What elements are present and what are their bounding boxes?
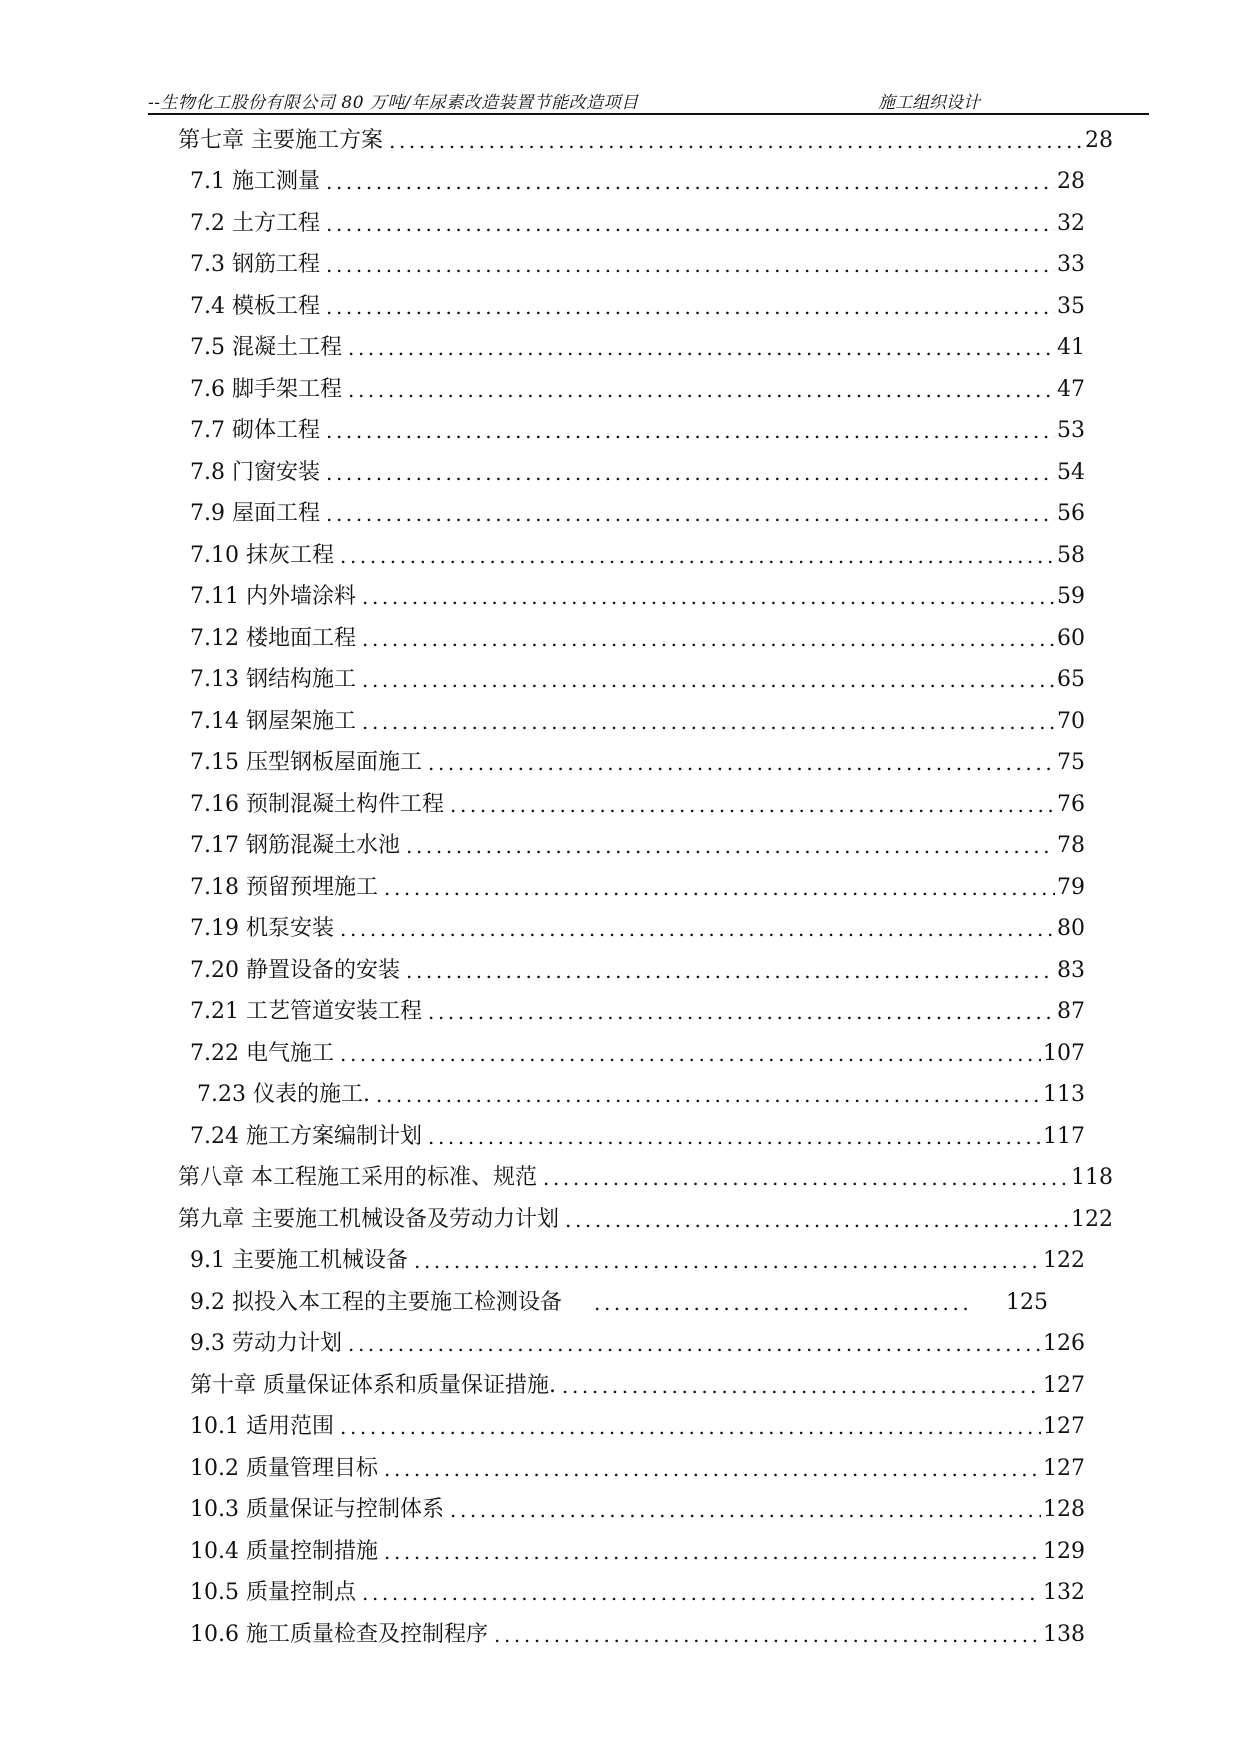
toc-entry-title: 7.23 仪表的施工.	[197, 1082, 370, 1107]
toc-entry[interactable]	[190, 290, 1085, 324]
dot-leader	[384, 1452, 1041, 1486]
toc-entry[interactable]	[190, 373, 1085, 407]
toc-entry-page: 28	[1057, 169, 1085, 194]
toc-entry-title: 7.22 电气施工	[190, 1041, 334, 1066]
toc-entry[interactable]	[190, 788, 1085, 822]
toc-entry-page: 138	[1043, 1622, 1085, 1647]
toc-entry[interactable]	[190, 912, 1085, 946]
toc-entry[interactable]	[190, 497, 1085, 531]
toc-entry[interactable]	[190, 414, 1085, 448]
toc-entry[interactable]	[190, 1120, 1085, 1154]
toc-entry-page: 127	[1043, 1414, 1085, 1439]
toc-entry-title: 7.3 钢筋工程	[190, 252, 320, 277]
toc-entry-title: 7.16 预制混凝土构件工程	[190, 792, 444, 817]
dot-leader	[348, 331, 1055, 365]
dot-leader	[450, 788, 1055, 822]
toc-entry-page: 122	[1043, 1248, 1085, 1273]
page-header	[148, 80, 1148, 113]
toc-entry-title: 7.19 机泵安装	[190, 916, 334, 941]
dot-leader	[450, 1493, 1041, 1527]
toc-entry-page: 122	[1071, 1207, 1113, 1232]
toc-entry-title: 7.11 内外墙涂料	[190, 584, 356, 609]
dot-leader	[340, 1410, 1041, 1444]
dot-leader	[348, 1327, 1041, 1361]
toc-entry-page: 127	[1043, 1456, 1085, 1481]
toc-entry-page: 78	[1057, 833, 1085, 858]
toc-entry-page: 76	[1057, 792, 1085, 817]
dot-leader	[565, 1203, 1069, 1237]
toc-entry-chapter-7[interactable]	[178, 124, 1113, 158]
toc-entry[interactable]	[190, 165, 1085, 199]
toc-entry[interactable]	[190, 207, 1085, 241]
toc-entry[interactable]	[190, 331, 1085, 365]
dot-leader	[340, 912, 1055, 946]
dot-leader	[376, 1078, 1041, 1112]
toc-entry[interactable]	[190, 1327, 1085, 1361]
toc-entry-page: 126	[1043, 1331, 1085, 1356]
toc-entry-page: 80	[1057, 916, 1085, 941]
toc-entry-title: 7.2 土方工程	[190, 211, 320, 236]
dot-leader	[494, 1618, 1041, 1652]
toc-entry[interactable]	[190, 1535, 1085, 1569]
toc-entry-title: 7.9 屋面工程	[190, 501, 320, 526]
toc-entry-page: 47	[1057, 377, 1085, 402]
toc-entry-page: 117	[1043, 1124, 1085, 1149]
toc-entry[interactable]	[190, 871, 1085, 905]
header-company-project: --生物化工股份有限公司 80 万吨/年尿素改造装置节能改造项目	[148, 93, 639, 113]
dot-leader	[326, 207, 1055, 241]
dot-leader	[362, 622, 1055, 656]
dot-leader	[340, 1037, 1041, 1071]
dot-leader	[594, 1286, 974, 1320]
toc-entry-page: 107	[1043, 1041, 1085, 1066]
dot-leader	[348, 373, 1055, 407]
dot-leader	[326, 248, 1055, 282]
toc-entry-page: 70	[1057, 709, 1085, 734]
toc-entry-title: 9.3 劳动力计划	[190, 1331, 342, 1356]
toc-entry-title: 10.4 质量控制措施	[190, 1539, 378, 1564]
dot-leader	[406, 954, 1055, 988]
toc-entry-page: 59	[1057, 584, 1085, 609]
toc-entry-title: 7.20 静置设备的安装	[190, 958, 400, 983]
toc-entry-title: 第十章 质量保证体系和质量保证措施.	[190, 1373, 556, 1398]
toc-entry[interactable]	[190, 248, 1085, 282]
toc-entry[interactable]	[190, 663, 1085, 697]
toc-entry[interactable]	[190, 1493, 1085, 1527]
toc-entry-title: 7.21 工艺管道安装工程	[190, 999, 422, 1024]
toc-entry-title: 7.10 抹灰工程	[190, 543, 334, 568]
toc-entry-title: 第七章 主要施工方案	[178, 128, 383, 153]
toc-entry-page: 129	[1043, 1539, 1085, 1564]
toc-entry-title: 10.6 施工质量检查及控制程序	[190, 1622, 488, 1647]
toc-entry-page: 87	[1057, 999, 1085, 1024]
toc-entry[interactable]	[190, 539, 1085, 573]
toc-entry-page: 79	[1057, 875, 1085, 900]
toc-entry-title: 7.7 砌体工程	[190, 418, 320, 443]
toc-entry-title: 7.15 压型钢板屋面施工	[190, 750, 422, 775]
toc-entry-title: 7.14 钢屋架施工	[190, 709, 356, 734]
toc-entry[interactable]	[190, 705, 1085, 739]
dot-leader	[384, 1535, 1041, 1569]
toc-entry[interactable]	[190, 829, 1085, 863]
toc-entry-page: 132	[1043, 1580, 1085, 1605]
toc-entry[interactable]	[190, 1452, 1085, 1486]
toc-entry[interactable]	[190, 1244, 1085, 1278]
toc-entry-title: 第八章 本工程施工采用的标准、规范	[178, 1165, 537, 1190]
dot-leader	[362, 1576, 1041, 1610]
header-document-type: 施工组织设计	[878, 93, 980, 113]
toc-entry-title: 9.2 拟投入本工程的主要施工检测设备	[190, 1290, 562, 1315]
toc-entry-title: 10.3 质量保证与控制体系	[190, 1497, 444, 1522]
toc-entry-page: 75	[1057, 750, 1085, 775]
toc-entry-page: 60	[1057, 626, 1085, 651]
toc-entry-page: 41	[1057, 335, 1085, 360]
toc-entry-title: 7.1 施工测量	[190, 169, 320, 194]
toc-entry[interactable]	[190, 1618, 1085, 1652]
dot-leader	[340, 539, 1055, 573]
dot-leader	[428, 746, 1055, 780]
toc-entry-page: 28	[1085, 128, 1113, 153]
toc-entry-chapter-8[interactable]	[178, 1161, 1113, 1195]
toc-entry-title: 第九章 主要施工机械设备及劳动力计划	[178, 1207, 559, 1232]
toc-entry[interactable]	[190, 746, 1085, 780]
toc-entry-page: 58	[1057, 543, 1085, 568]
dot-leader	[326, 497, 1055, 531]
dot-leader	[414, 1244, 1041, 1278]
dot-leader	[543, 1161, 1069, 1195]
header-rule	[148, 113, 1149, 115]
toc-entry-title: 7.17 钢筋混凝土水池	[190, 833, 400, 858]
toc-entry-title: 10.5 质量控制点	[190, 1580, 356, 1605]
dot-leader	[326, 414, 1055, 448]
toc-entry-title: 10.1 适用范围	[190, 1414, 334, 1439]
toc-entry[interactable]	[190, 995, 1085, 1029]
dot-leader	[362, 705, 1055, 739]
toc-entry-page: 128	[1043, 1497, 1085, 1522]
toc-entry[interactable]	[190, 954, 1085, 988]
toc-entry-chapter-9[interactable]	[178, 1203, 1113, 1237]
dot-leader	[389, 124, 1083, 158]
toc-entry[interactable]	[190, 456, 1085, 490]
dot-leader	[428, 995, 1055, 1029]
toc-entry[interactable]	[190, 1286, 1085, 1320]
toc-entry-page: 56	[1057, 501, 1085, 526]
toc-entry[interactable]	[190, 1037, 1085, 1071]
toc-entry-title: 7.6 脚手架工程	[190, 377, 342, 402]
toc-entry-page: 65	[1057, 667, 1085, 692]
toc-entry-title: 7.12 楼地面工程	[190, 626, 356, 651]
toc-entry[interactable]	[190, 1576, 1085, 1610]
dot-leader	[384, 871, 1055, 905]
toc-entry-page: 53	[1057, 418, 1085, 443]
dot-leader	[326, 165, 1055, 199]
dot-leader	[562, 1369, 1041, 1403]
toc-entry-chapter-10[interactable]	[190, 1369, 1085, 1403]
toc-entry-title: 7.18 预留预埋施工	[190, 875, 378, 900]
toc-entry-title: 9.1 主要施工机械设备	[190, 1248, 408, 1273]
toc-entry-title: 7.24 施工方案编制计划	[190, 1124, 422, 1149]
toc-entry-page: 33	[1057, 252, 1085, 277]
dot-leader	[362, 580, 1055, 614]
toc-entry-page: 125	[1005, 1290, 1048, 1315]
toc-entry[interactable]	[190, 622, 1085, 656]
dot-leader	[406, 829, 1055, 863]
toc-entry[interactable]	[190, 1410, 1085, 1444]
toc-entry-title: 10.2 质量管理目标	[190, 1456, 378, 1481]
dot-leader	[326, 456, 1055, 490]
toc-entry-page: 118	[1071, 1165, 1113, 1190]
toc-entry-title: 7.5 混凝土工程	[190, 335, 342, 360]
toc-entry[interactable]	[197, 1078, 1085, 1112]
dot-leader	[362, 663, 1055, 697]
toc-entry-title: 7.13 钢结构施工	[190, 667, 356, 692]
toc-entry-page: 54	[1057, 460, 1085, 485]
toc-entry-title: 7.8 门窗安装	[190, 460, 320, 485]
dot-leader	[428, 1120, 1041, 1154]
toc-entry-page: 35	[1057, 294, 1085, 319]
toc-entry[interactable]	[190, 580, 1085, 614]
toc-entry-title: 7.4 模板工程	[190, 294, 320, 319]
dot-leader	[326, 290, 1055, 324]
toc-entry-page: 32	[1057, 211, 1085, 236]
toc-entry-page: 127	[1043, 1373, 1085, 1398]
toc-entry-page: 113	[1043, 1082, 1085, 1107]
toc-entry-page: 83	[1057, 958, 1085, 983]
